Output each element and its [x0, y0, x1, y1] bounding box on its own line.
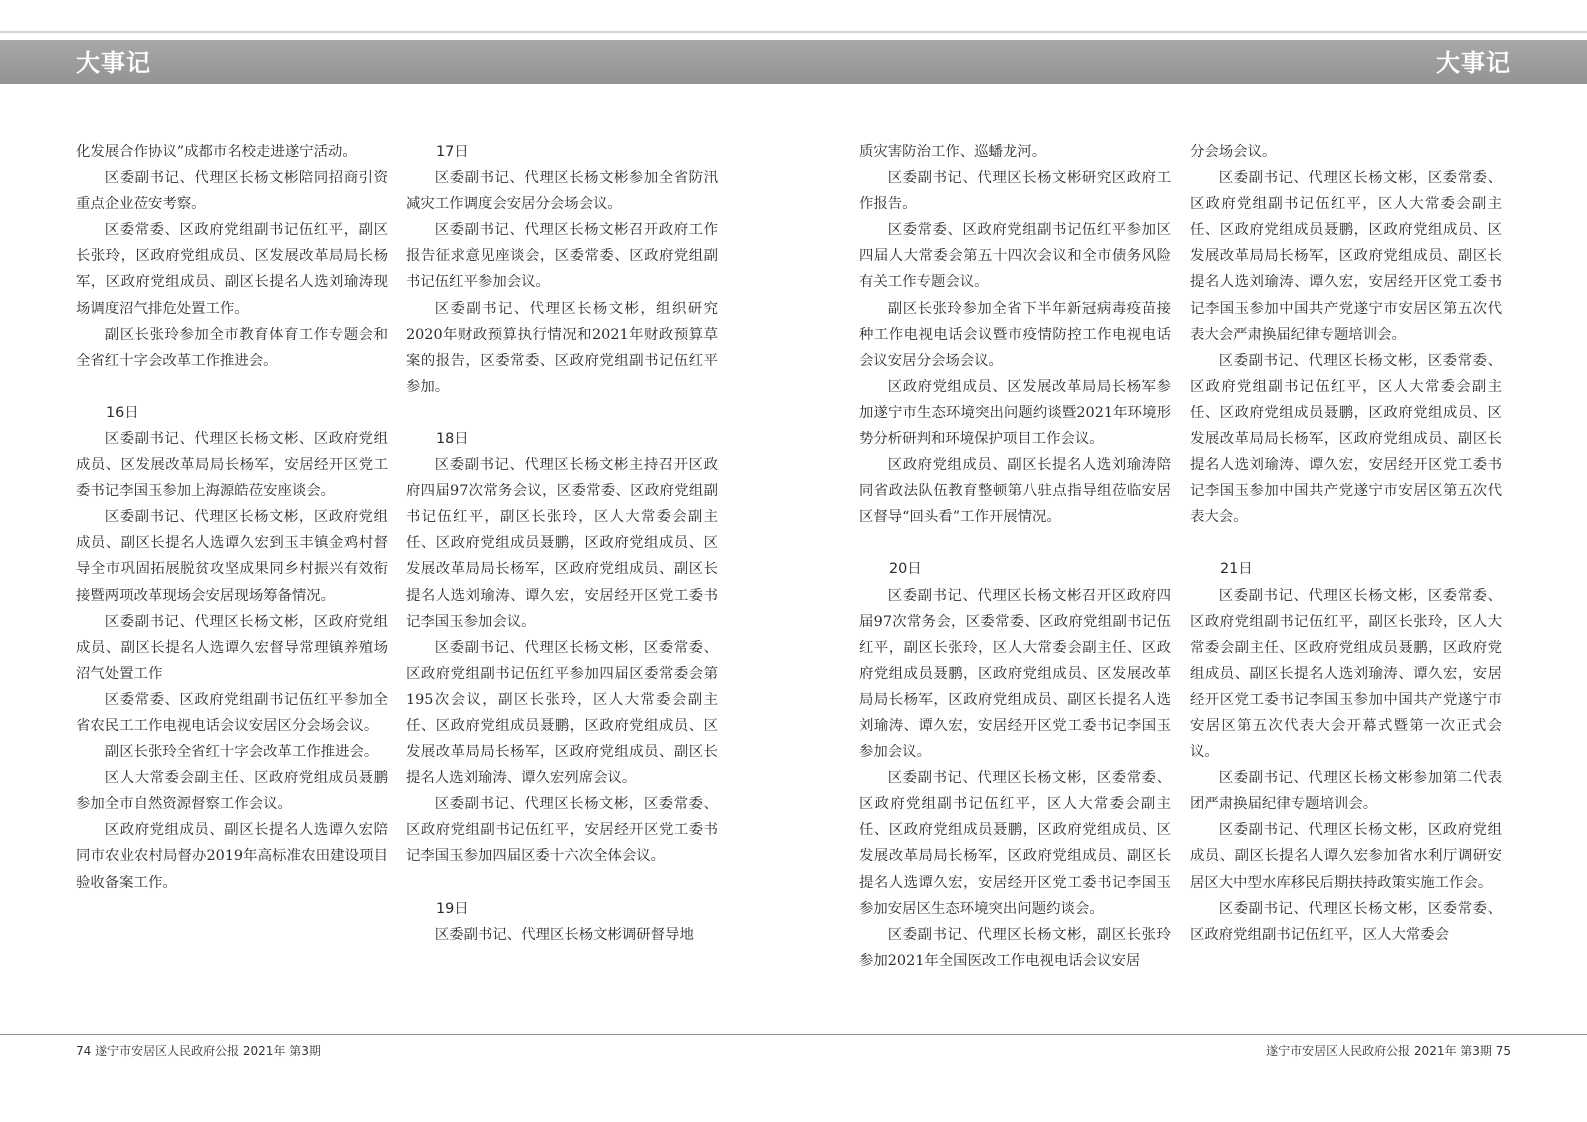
- paragraph: 区委常委、区政府党组副书记伍红平参加区四届人大常委会第五十四次会议和全市债务风险有关工作专题会议。: [859, 222, 1171, 291]
- paragraph: 区委副书记、代理区长杨文彬，副区长张玲参加2021年全国医改工作电视电话会议安居: [859, 926, 1171, 969]
- text-column-4: [1190, 139, 1502, 948]
- paragraph: 副区长张玲参加全市教育体育工作专题会和全省红十字会改革工作推进会。: [76, 326, 388, 369]
- paragraph: 区委副书记、代理区长杨文彬调研督导地: [434, 926, 694, 943]
- paragraph: 区委副书记、代理区长杨文彬研究区政府工作报告。: [859, 170, 1171, 213]
- footer-rule: [0, 1034, 1587, 1035]
- paragraph: 区政府党组成员、区发展改革局局长杨军参加遂宁市生态环境突出问题约谈暨2021年环境形势分析研判和环境保护项目工作会议。: [859, 378, 1171, 448]
- date-heading: 21日: [1220, 561, 1253, 578]
- date-heading: 16日: [106, 404, 139, 421]
- paragraph: 区委副书记、代理区长杨文彬，组织研究2020年财政预算执行情况和2021年财政预算草案的报告，区委常委、区政府党组副书记伍红平参加。: [406, 300, 718, 395]
- date-heading: 19日: [436, 900, 469, 917]
- paragraph: 区委副书记、代理区长杨文彬，区政府党组成员、副区长提名人选谭久宏督导常理镇养殖场沼气处置工作: [76, 613, 388, 682]
- header-band: [0, 40, 1587, 84]
- paragraph: 区委副书记、代理区长杨文彬召开政府工作报告征求意见座谈会，区委常委、区政府党组副书记伍红平参加会议。: [406, 222, 718, 291]
- date-heading: 18日: [436, 430, 469, 447]
- paragraph: 区委常委、区政府党组副书记伍红平，副区长张玲，区政府党组成员、区发展改革局局长杨军，区政府党组成员、副区长提名人选刘瑜涛现场调度沼气排危处置工作。: [76, 222, 388, 317]
- paragraph: 区委副书记、代理区长杨文彬参加全省防汛减灾工作调度会安居分会场会议。: [406, 170, 718, 213]
- paragraph: 区委副书记、代理区长杨文彬、区政府党组成员、区发展改革局局长杨军，安居经开区党工委书记李国玉参加上海源皓莅安座谈会。: [76, 430, 388, 500]
- paragraph: 区委副书记、代理区长杨文彬，区委常委、区政府党组副书记伍红平，副区长张玲，区人大常委会副主任、区政府党组成员聂鹏，区政府党组成员、副区长提名人选刘瑜涛、谭久宏，安居经开区党工委书记李国玉参加中国共产党遂宁市安居区第五次代表大会开幕式暨第一次正式会议。: [1190, 587, 1502, 761]
- top-rule: [0, 31, 1587, 33]
- paragraph: 区委副书记、代理区长杨文彬召开区政府四届97次常务会，区委常委、区政府党组副书记伍红平，副区长张玲，区人大常委会副主任、区政府党组成员聂鹏，区政府党组成员、区发展改革局局长杨军，区政府党组成员、副区长提名人选刘瑜涛、谭久宏，安居经开区党工委书记李国玉参加会议。: [859, 587, 1171, 761]
- paragraph: 区委副书记、代理区长杨文彬，区委常委、区政府党组副书记伍红平，区人大常委会副主任、区政府党组成员聂鹏，区政府党组成员、区发展改革局局长杨军，区政府党组成员、副区长提名人选谭久宏，安居经开区党工委书记李国玉参加安居区生态环境突出问题约谈会。: [859, 770, 1171, 917]
- paragraph: 区政府党组成员、副区长提名人选刘瑜涛陪同省政法队伍教育整顿第八驻点指导组莅临安居区督导“回头看”工作开展情况。: [859, 457, 1171, 526]
- continued-paragraph: 分会场会议。: [1190, 144, 1277, 160]
- paragraph: 区委副书记、代理区长杨文彬参加第二代表团严肃换届纪律专题培训会。: [1190, 770, 1502, 813]
- date-heading: 20日: [889, 561, 922, 578]
- continued-paragraph: 质灾害防治工作、巡蟠龙河。: [859, 144, 1047, 160]
- paragraph: 区委副书记、代理区长杨文彬陪同招商引资重点企业莅安考察。: [76, 170, 388, 213]
- paragraph: 区委副书记、代理区长杨文彬，区委常委、区政府党组副书记伍红平，区人大常委会: [1190, 900, 1502, 943]
- paragraph: 区政府党组成员、副区长提名人选谭久宏陪同市农业农村局督办2019年高标准农田建设项目验收备案工作。: [76, 822, 388, 891]
- paragraph: 区委副书记、代理区长杨文彬，区委常委、区政府党组副书记伍红平，区人大常委会副主任、区政府党组成员聂鹏，区政府党组成员、区发展改革局局长杨军，区政府党组成员、副区长提名人选刘瑜涛、谭久宏，安居经开区党工委书记李国玉参加中国共产党遂宁市安居区第五次代表大会。: [1190, 352, 1502, 526]
- paragraph: 区委副书记、代理区长杨文彬，区政府党组成员、副区长提名人选谭久宏到玉丰镇金鸡村督导全市巩固拓展脱贫攻坚成果同乡村振兴有效衔接暨两项改革现场会安居现场筹备情况。: [76, 509, 388, 604]
- paragraph: 区人大常委会副主任、区政府党组成员聂鹏参加全市自然资源督察工作会议。: [76, 770, 388, 813]
- text-column-1: [76, 139, 388, 896]
- paragraph: 区委副书记、代理区长杨文彬，区委常委、区政府党组副书记伍红平参加四届区委常委会第195次会议，副区长张玲，区人大常委会副主任、区政府党组成员聂鹏，区政府党组成员、区发展改革局局长杨军，区政府党组成员、副区长提名人选刘瑜涛、谭久宏列席会议。: [406, 639, 718, 787]
- text-column-2: [406, 139, 718, 948]
- paragraph: 区委副书记、代理区长杨文彬，区委常委、区政府党组副书记伍红平，安居经开区党工委书记李国玉参加四届区委十六次全体会议。: [406, 796, 718, 865]
- paragraph: 区委副书记、代理区长杨文彬，区政府党组成员、副区长提名人谭久宏参加省水利厅调研安居区大中型水库移民后期扶持政策实施工作会。: [1190, 822, 1502, 891]
- paragraph: 副区长张玲全省红十字会改革工作推进会。: [104, 744, 379, 761]
- page-title-left: 大事记: [76, 49, 151, 77]
- date-heading: 17日: [436, 144, 469, 160]
- footer-right: 遂宁市安居区人民政府公报 2021年 第3期 75: [1266, 1044, 1511, 1058]
- paragraph: 区委副书记、代理区长杨文彬主持召开区政府四届97次常务会议，区委常委、区政府党组副书记伍红平，副区长张玲，区人大常委会副主任、区政府党组成员聂鹏，区政府党组成员、区发展改革局局长杨军，区政府党组成员、副区长提名人选刘瑜涛、谭久宏，安居经开区党工委书记李国玉参加会议。: [406, 457, 718, 630]
- footer-left: 74 遂宁市安居区人民政府公报 2021年 第3期: [76, 1044, 321, 1058]
- paragraph: 区委副书记、代理区长杨文彬，区委常委、区政府党组副书记伍红平，区人大常委会副主任、区政府党组成员聂鹏，区政府党组成员、区发展改革局局长杨军，区政府党组成员、副区长提名人选刘瑜涛、谭久宏，安居经开区党工委书记李国玉参加中国共产党遂宁市安居区第五次代表大会严肃换届纪律专题培训会。: [1190, 170, 1502, 343]
- text-column-3: [859, 139, 1171, 974]
- paragraph: 副区长张玲参加全省下半年新冠病毒疫苗接种工作电视电话会议暨市疫情防控工作电视电话会议安居分会场会议。: [859, 300, 1171, 369]
- paragraph: 区委常委、区政府党组副书记伍红平参加全省农民工工作电视电话会议安居区分会场会议。: [76, 691, 388, 734]
- page-title-right: 大事记: [1436, 49, 1511, 77]
- continued-paragraph: 化发展合作协议”成都市名校走进遂宁活动。: [76, 144, 357, 160]
